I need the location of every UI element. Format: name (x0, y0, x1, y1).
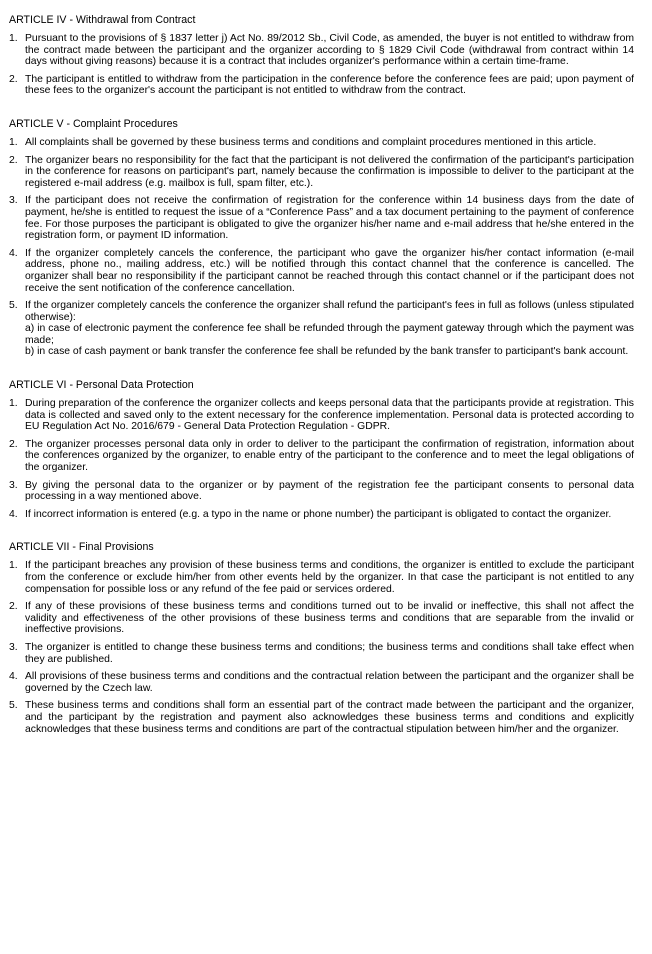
item-text: If the organizer completely cancels the conference the organizer shall refund the participant's fees in full as follows (unless stipulated otherwise): (25, 300, 635, 323)
item-number: 2. (9, 73, 18, 85)
list-item (9, 33, 634, 68)
item-number: 1. (9, 33, 18, 44)
list-item (9, 439, 634, 474)
item-text: All provisions of these business terms and conditions and the contractual relation between the participant and the organizer shall be governed by the Czech law. (25, 671, 634, 694)
item-text: If any of these provisions of these business terms and conditions turned out to be invalid or ineffective, this shall not affect the validity and effectiveness of the other provisions of these business terms and conditions that are separable from the invalid or ineffective provisions. (25, 601, 634, 636)
item-text: If the organizer completely cancels the conference, the participant who gave the organizer his/her contact information (e-mail address, phone no., mailing address, etc.) will be notified through this contact channel that the conference is cancelled. The organizer shall bear no responsibility if the participant cannot be reached through this contact channel or if the participant does not receive the sent notification of the conference cancellation. (25, 247, 634, 294)
item-subpoint-b: b) in case of cash payment or bank transfer the conference fee shall be refunded by the bank transfer to participant's bank account. (25, 346, 629, 358)
article-title: ARTICLE V - Complaint Procedures (9, 117, 178, 130)
item-number: 5. (9, 300, 18, 312)
list-item (9, 601, 634, 636)
item-text: If the participant breaches any provision of these business terms and conditions, the organizer is entitled to exclude the participant from the conference or exclude him/her from other events held by the organizer. In that case the participant is not entitled to any compensation for possible loss or any refund of the fee paid or services ordered. (25, 560, 634, 595)
list-item (9, 137, 634, 149)
item-number: 1. (9, 398, 18, 410)
item-number: 2. (9, 601, 18, 613)
item-number: 1. (9, 136, 18, 148)
article-vi (9, 379, 634, 520)
item-number: 4. (9, 671, 18, 683)
list-item (9, 155, 634, 190)
item-text: These business terms and conditions shall form an essential part of the contract made between the participant and the organizer, and the participant by the registration and payment also acknowledges these business terms and conditions and explicitly acknowledges that these business terms and conditions are part of the contractual stipulation between him/her and the organizer. (25, 700, 634, 735)
item-number: 4. (9, 508, 18, 520)
list-item (9, 671, 634, 694)
item-number: 1. (9, 560, 18, 572)
item-number: 3. (9, 641, 18, 653)
item-number: 3. (9, 479, 18, 491)
article-v (9, 118, 634, 358)
article-title: ARTICLE VI - Personal Data Protection (9, 379, 194, 392)
item-number: 3. (9, 195, 18, 207)
article-iv (9, 14, 634, 97)
list-item (9, 195, 634, 241)
item-text: Pursuant to the provisions of § 1837 letter j) Act No. 89/2012 Sb., Civil Code, as amended, the buyer is not entitled to withdraw from the contract made between the participant and the organizer according to § 1829 Civil Code (withdrawal from contract within 14 days without giving reasons) because it is a contract that includes organizer's performance within a certain time-frame. (25, 33, 634, 68)
item-number: 4. (9, 247, 18, 259)
list-item (9, 560, 634, 595)
item-number: 2. (9, 438, 18, 450)
list-item (9, 74, 634, 97)
item-text: If incorrect information is entered (e.g. a typo in the name or phone number) the participant is obligated to contact the organizer. (25, 508, 612, 520)
item-text: During preparation of the conference the organizer collects and keeps personal data that the participants provide at registration. This data is collected and saved only to the extent necessary for the conference implementation. Personal data is protected according to EU Regulation Act No. 2016/679 - General Data Protection Regulation - GDPR. (25, 398, 634, 433)
article-title: ARTICLE IV - Withdrawal from Contract (9, 14, 196, 26)
item-text: If the participant does not receive the confirmation of registration for the conference within 14 business days from the date of payment, he/she is entitled to request the issue of a “Conference Pass” and a tax document pertaining to the payment of conference fee. For those purposes the participant is obligated to give the organizer his/her name and e-mail address that he/she entered in the registration form, or payment ID information. (25, 195, 634, 242)
list-item (9, 509, 634, 521)
item-text: The participant is entitled to withdraw from the participation in the conference before the conference fees are paid; upon payment of these fees to the organizer's account the participant is not entitled to withdraw from the contract. (25, 73, 634, 97)
list-item (9, 480, 634, 503)
list-item (9, 398, 634, 433)
item-subpoint-a: a) in case of electronic payment the conference fee shall be refunded through the payment gateway through which the payment was made; (25, 323, 634, 346)
item-number: 2. (9, 154, 18, 166)
item-text: The organizer bears no responsibility for the fact that the participant is not delivered the confirmation of the participant's participation in the conference for reasons on participant's part, namely because the confirmation is impossible to deliver to the participant at the registered e-mail address (e.g. mailbox is full, spam filter, etc.). (25, 154, 634, 189)
list-item (9, 300, 634, 358)
item-text: The organizer is entitled to change these business terms and conditions; the business terms and conditions shall take effect when they are published. (25, 641, 634, 665)
list-item (9, 248, 634, 294)
item-text: All complaints shall be governed by these business terms and conditions and complaint procedures mentioned in this article. (25, 136, 597, 148)
article-title: ARTICLE VII - Final Provisions (9, 541, 154, 554)
item-number: 5. (9, 700, 18, 712)
article-vii (9, 541, 634, 735)
list-item (9, 700, 634, 735)
list-item (9, 642, 634, 665)
item-text: The organizer processes personal data only in order to deliver to the participant the confirmation of registration, information about the conferences organized by the organizer, to enable entry of the participant to the conference and to meet the legal obligations of the organizer. (25, 438, 634, 474)
item-text: By giving the personal data to the organizer or by payment of the registration fee the participant consents to personal data processing in a way mentioned above. (25, 479, 634, 503)
